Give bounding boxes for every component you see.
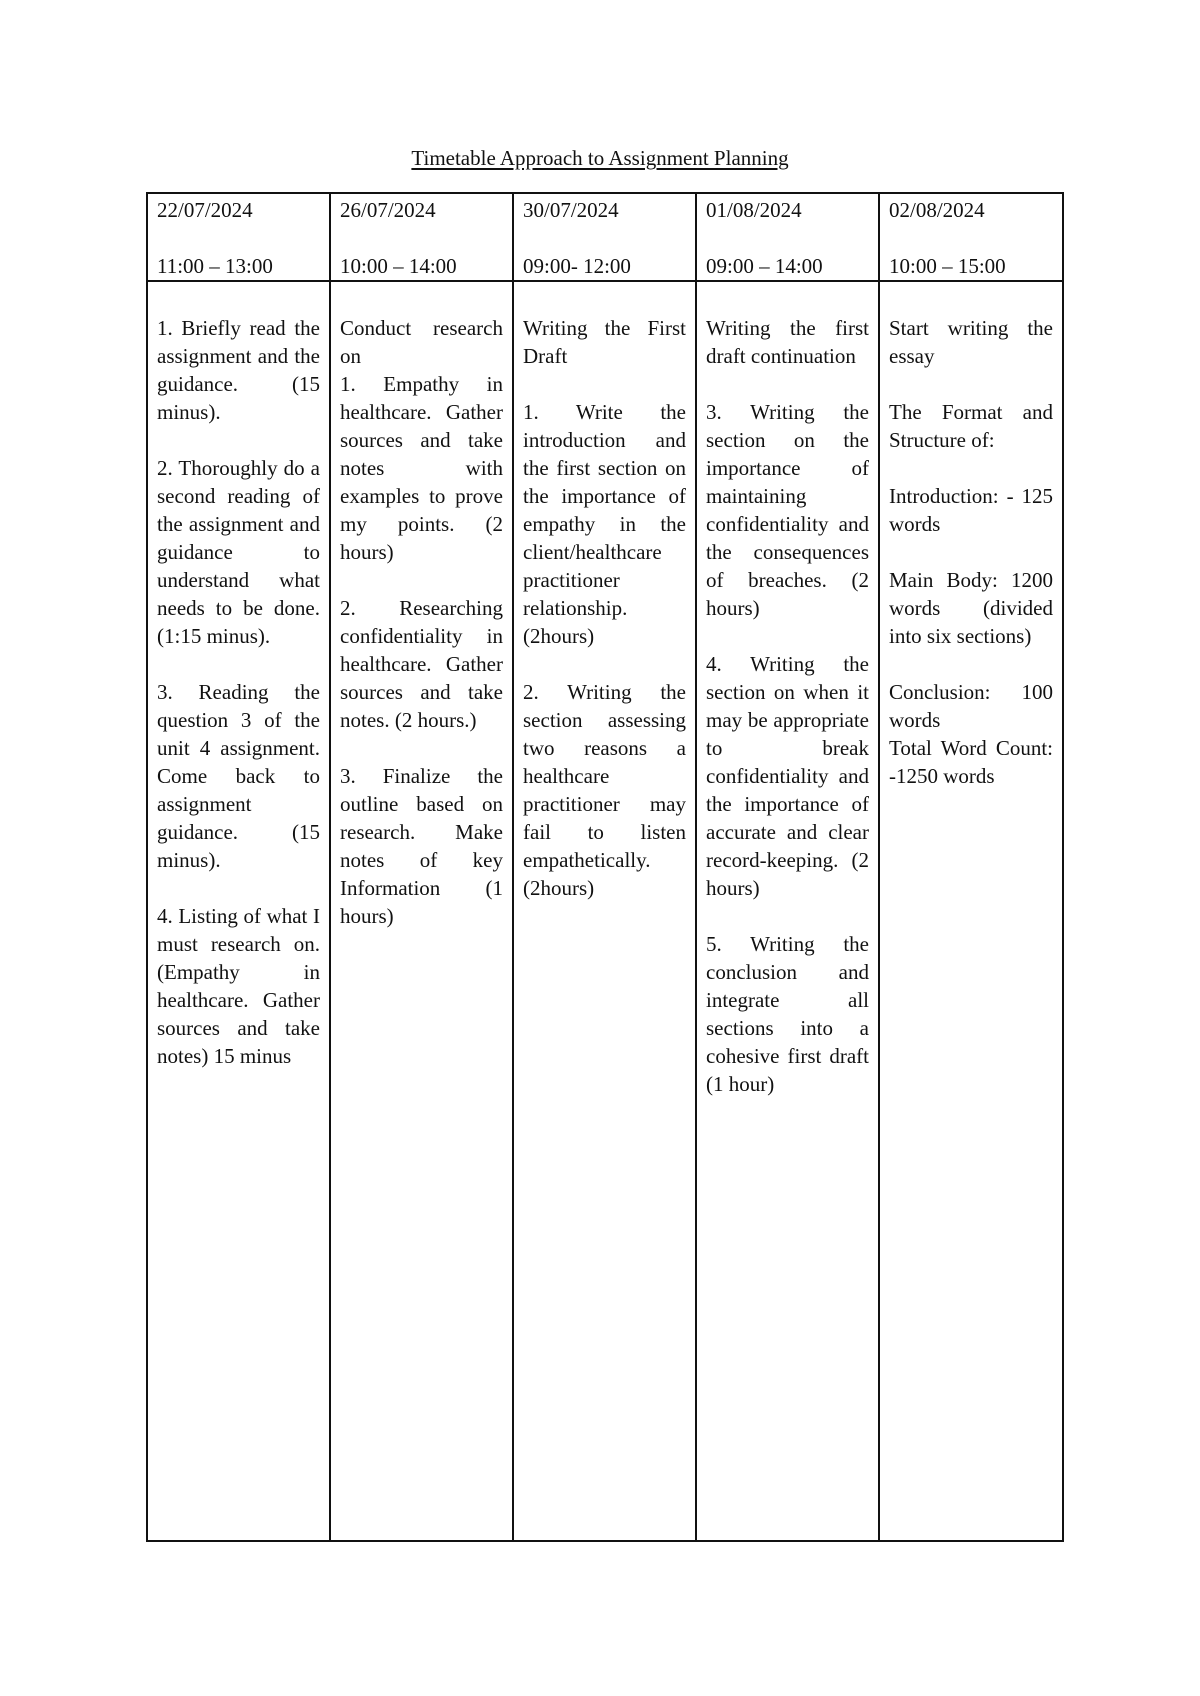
- session-date: 02/08/2024: [889, 198, 985, 222]
- session-time: 09:00 – 14:00: [706, 254, 823, 278]
- session-date: 01/08/2024: [706, 198, 802, 222]
- header-cell-4: [696, 193, 879, 281]
- task-paragraph: Start writing the essay: [889, 316, 1053, 368]
- task-paragraph: 2. Writing the section assessing two reasons a healthcare practitioner may fail to listen empathetically. (2hours): [523, 680, 686, 900]
- task-paragraph: 1. Empathy in healthcare. Gather sources and take notes with examples to prove my points. (2 hours): [340, 372, 503, 564]
- task-paragraph: Conduct research on: [340, 316, 503, 368]
- task-paragraph: 5. Writing the conclusion and integrate all sections into a cohesive first draft (1 hour): [706, 932, 869, 1096]
- timetable-header-row: [147, 193, 1063, 281]
- task-paragraph: 2. Thoroughly do a second reading of the assignment and guidance to understand what needs to be done. (1:15 minus).: [157, 456, 320, 648]
- task-paragraph: The Format and Structure of:: [889, 400, 1053, 452]
- task-paragraph: 4. Writing the section on when it may be appropriate to break confidentiality and the importance of accurate and clear record-keeping. (2 hours): [706, 652, 869, 900]
- tasks-cell-1: [147, 281, 330, 1541]
- session-time: 09:00- 12:00: [523, 254, 631, 278]
- task-paragraph: Conclusion: 100 words: [889, 680, 1053, 732]
- tasks-cell-5: [879, 281, 1063, 1541]
- session-date: 30/07/2024: [523, 198, 619, 222]
- header-cell-5: [879, 193, 1063, 281]
- tasks-cell-4: [696, 281, 879, 1541]
- timetable: [146, 192, 1064, 1542]
- tasks-cell-3: [513, 281, 696, 1541]
- task-paragraph: Main Body: 1200 words (divided into six sections): [889, 568, 1053, 648]
- header-cell-2: [330, 193, 513, 281]
- task-paragraph: 3. Finalize the outline based on research. Make notes of key Information (1 hours): [340, 764, 503, 928]
- task-paragraph: 4. Listing of what I must research on. (Empathy in healthcare. Gather sources and take notes) 15 minus: [157, 904, 320, 1068]
- header-cell-1: [147, 193, 330, 281]
- task-paragraph: Writing the first draft continuation: [706, 316, 869, 368]
- task-paragraph: Total Word Count: -1250 words: [889, 736, 1053, 788]
- task-paragraph: Introduction: - 125 words: [889, 484, 1053, 536]
- timetable-tasks-row: [147, 281, 1063, 1541]
- task-paragraph: Writing the First Draft: [523, 316, 686, 368]
- header-cell-3: [513, 193, 696, 281]
- task-paragraph: 1. Write the introduction and the first section on the importance of empathy in the client/healthcare practitioner relationship. (2hours): [523, 400, 686, 648]
- task-paragraph: 3. Reading the question 3 of the unit 4 assignment. Come back to assignment guidance. (15 minus).: [157, 680, 320, 872]
- task-paragraph: 2. Researching confidentiality in healthcare. Gather sources and take notes. (2 hours.): [340, 596, 503, 732]
- session-time: 10:00 – 14:00: [340, 254, 457, 278]
- session-time: 11:00 – 13:00: [157, 254, 273, 278]
- session-time: 10:00 – 15:00: [889, 254, 1006, 278]
- session-date: 26/07/2024: [340, 198, 436, 222]
- session-date: 22/07/2024: [157, 198, 253, 222]
- task-paragraph: 1. Briefly read the assignment and the guidance. (15 minus).: [157, 316, 320, 424]
- page-title: Timetable Approach to Assignment Planning: [411, 146, 789, 170]
- task-paragraph: 3. Writing the section on the importance of maintaining confidentiality and the consequences of breaches. (2 hours): [706, 400, 869, 620]
- tasks-cell-2: [330, 281, 513, 1541]
